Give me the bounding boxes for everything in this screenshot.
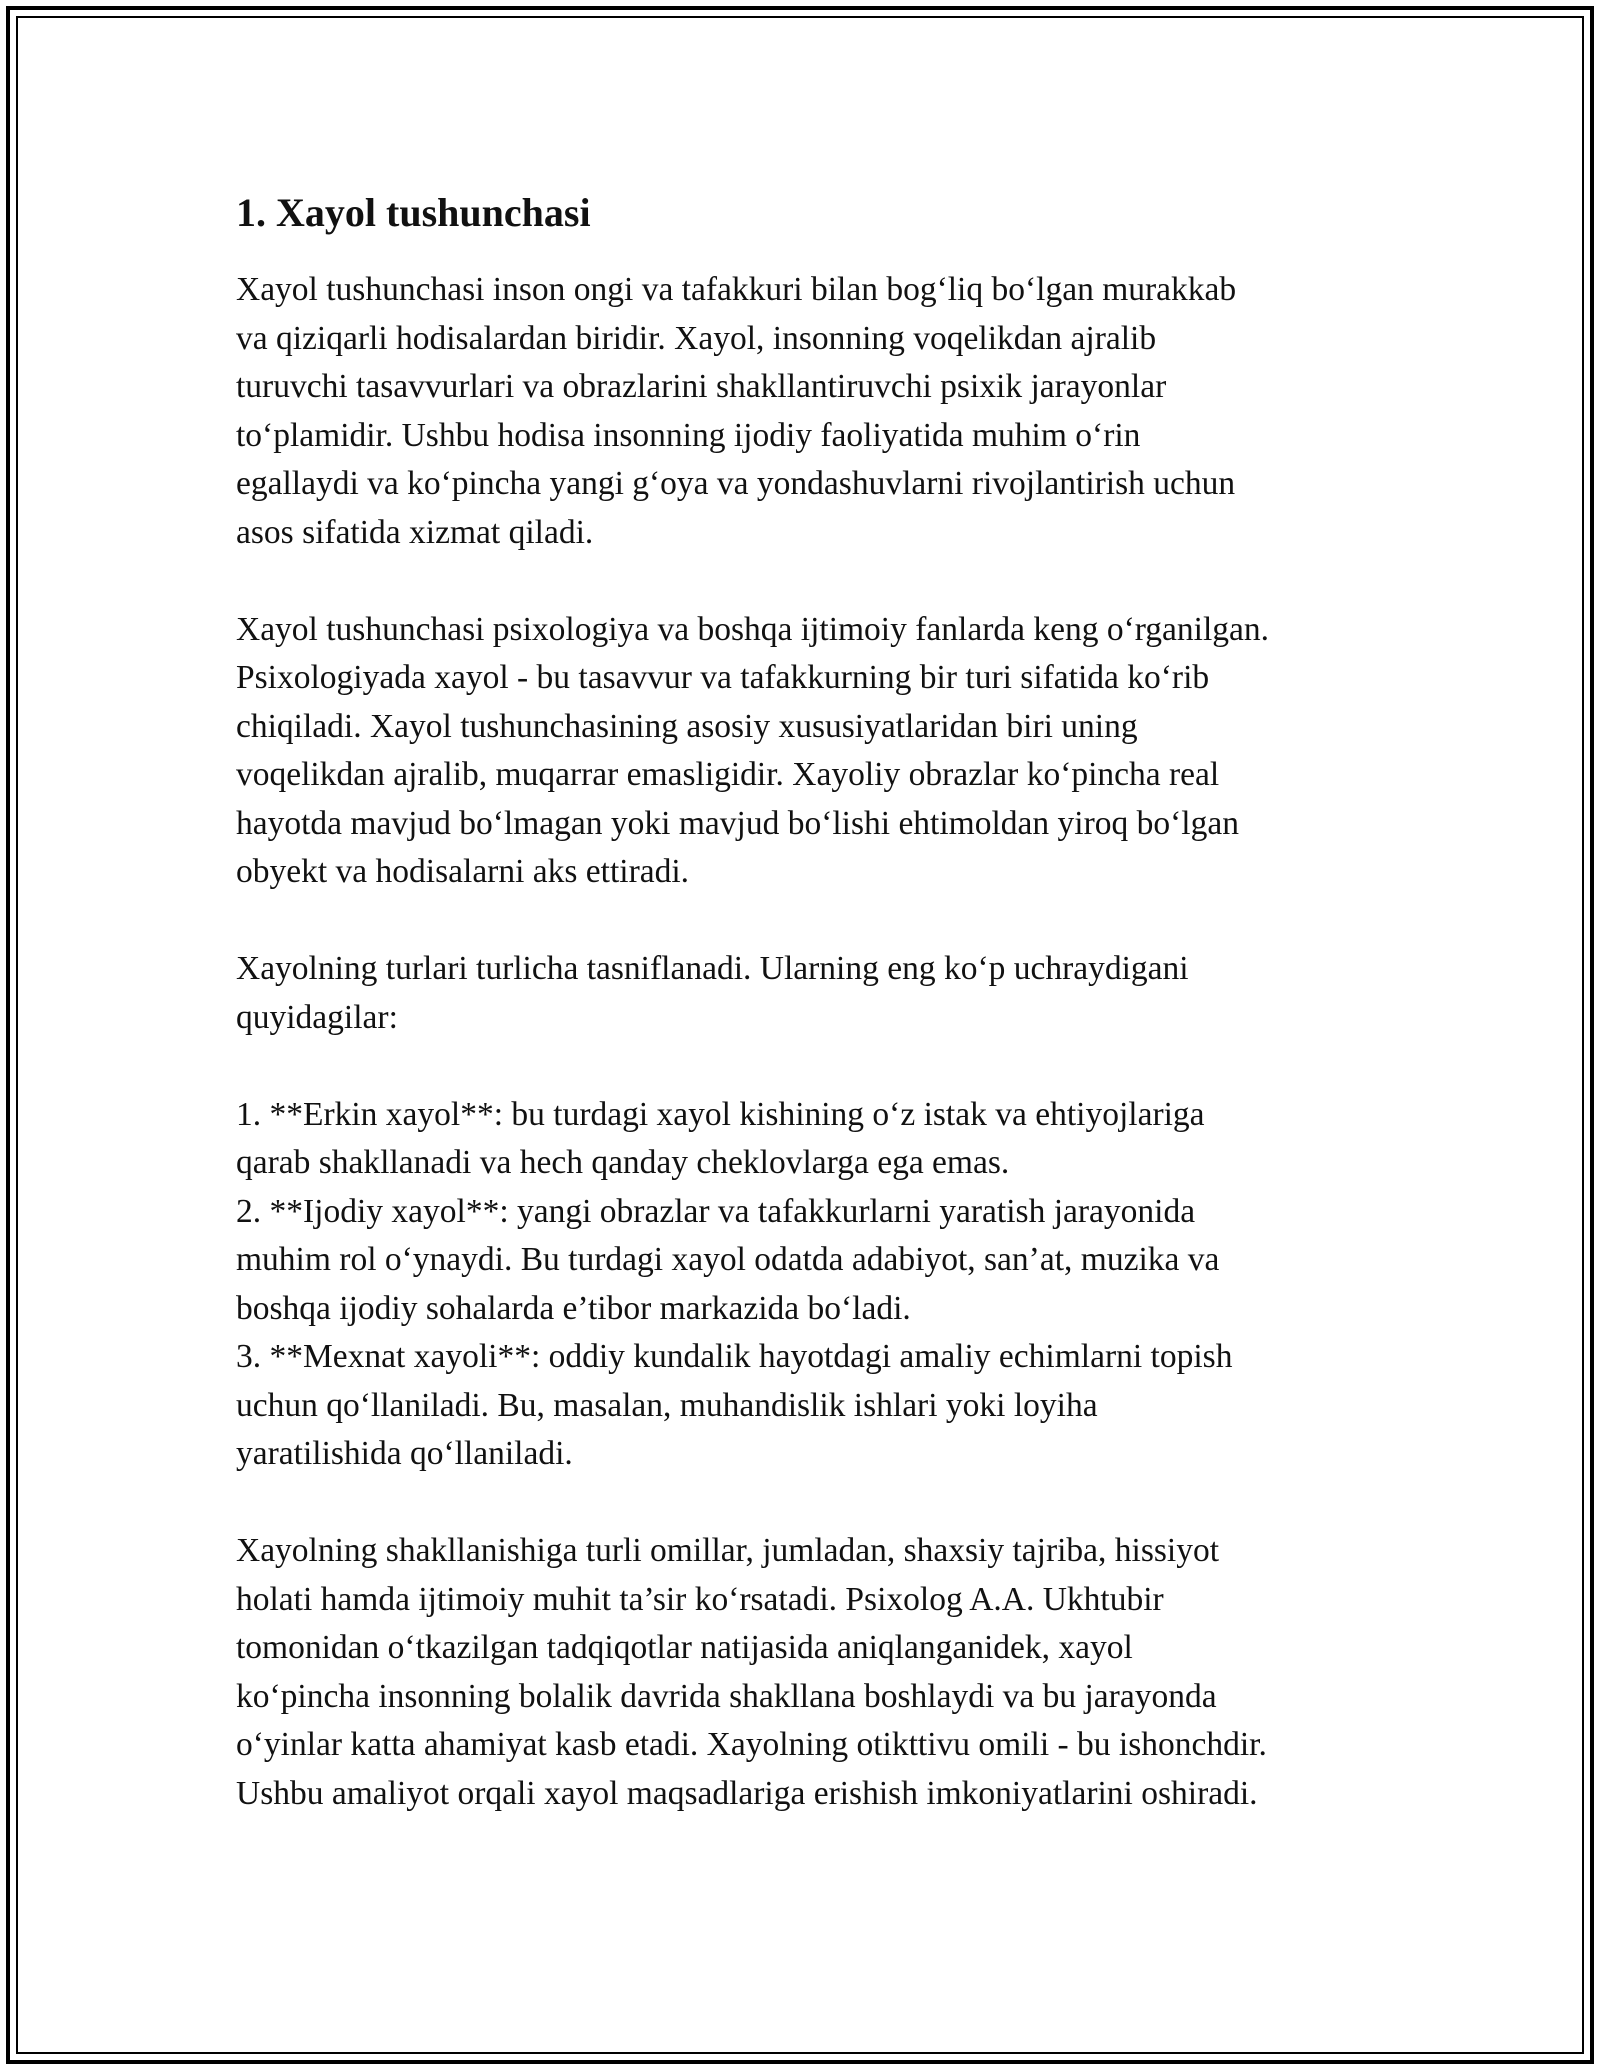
paragraph-types-intro [236,945,1396,1042]
document-body [236,184,1396,1818]
paragraph-psychology [236,606,1396,897]
text-line: Xayolning shakllanishiga turli omillar, jumladan, shaxsiy tajriba, hissiyot [236,1532,1220,1569]
text-line: Psixologiyada xayol - bu tasavvur va tafakkurning bir turi sifatida ko‘rib [236,659,1210,696]
text-line: voqelikdan ajralib, muqarrar emasligidir. Xayoliy obrazlar ko‘pincha real [236,756,1220,793]
list-item-line: muhim rol o‘ynaydi. Bu turdagi xayol odatda adabiyot, san’at, muzika va [236,1241,1220,1278]
paragraph-definition [236,266,1396,557]
text-line: tomonidan o‘tkazilgan tadqiqotlar natijasida aniqlanganidek, xayol [236,1629,1133,1666]
section-title: 1. Xayol tushunchasi [236,190,591,235]
text-line: Xayol tushunchasi inson ongi va tafakkuri bilan bog‘liq bo‘lgan murakkab [236,271,1237,308]
paragraph-formation [236,1527,1396,1818]
text-line: Xayol tushunchasi psixologiya va boshqa ijtimoiy fanlarda keng o‘rganilgan. [236,610,1270,648]
text-line: o‘yinlar katta ahamiyat kasb etadi. Xayolning otikttivu omili - bu ishonchdir. [236,1726,1267,1763]
text-line: asos sifatida xizmat qiladi. [236,513,594,551]
list-item-line: qarab shakllanadi va hech qanday cheklovlarga ega emas. [236,1144,1010,1181]
text-line: turuvchi tasavvurlari va obrazlarini shakllantiruvchi psixik jarayonlar [236,368,1167,405]
paragraph-types-list [236,1091,1396,1479]
text-line: Xayolning turlari turlicha tasniflanadi. Ularning eng ko‘p uchraydigani [236,950,1189,987]
text-line: holati hamda ijtimoiy muhit ta’sir ko‘rsatadi. Psixolog A.A. Ukhtubir [236,1580,1164,1618]
list-item-line: boshqa ijodiy sohalarda e’tibor markazida bo‘ladi. [236,1289,911,1327]
text-line: va qiziqarli hodisalardan biridir. Xayol, insonning voqelikdan ajralib [236,319,1157,357]
list-item-line: 1. **Erkin xayol**: bu turdagi xayol kishining o‘z istak va ehtiyojlariga [236,1095,1205,1133]
text-line: quyidagilar: [236,998,398,1036]
text-line: hayotda mavjud bo‘lmagan yoki mavjud bo‘lishi ehtimoldan yiroq bo‘lgan [236,804,1239,842]
text-line: ko‘pincha insonning bolalik davrida shakllana boshlaydi va bu jarayonda [236,1677,1217,1715]
text-line: Ushbu amaliyot orqali xayol maqsadlariga erishish imkoniyatlarini oshiradi. [236,1774,1258,1812]
list-item-line: yaratilishida qo‘llaniladi. [236,1435,573,1472]
text-line: to‘plamidir. Ushbu hodisa insonning ijodiy faoliyatida muhim o‘rin [236,416,1141,454]
text-line: chiqiladi. Xayol tushunchasining asosiy xususiyatlaridan biri uning [236,707,1138,745]
list-item-line: 2. **Ijodiy xayol**: yangi obrazlar va tafakkurlarni yaratish jarayonida [236,1192,1196,1230]
text-line: egallaydi va ko‘pincha yangi g‘oya va yondashuvlarni rivojlantirish uchun [236,465,1236,502]
list-item-line: uchun qo‘llaniladi. Bu, masalan, muhandislik ishlari yoki loyiha [236,1386,1098,1424]
text-line: obyekt va hodisalarni aks ettiradi. [236,853,690,890]
list-item-line: 3. **Mexnat xayoli**: oddiy kundalik hayotdagi amaliy echimlarni topish [236,1338,1233,1375]
